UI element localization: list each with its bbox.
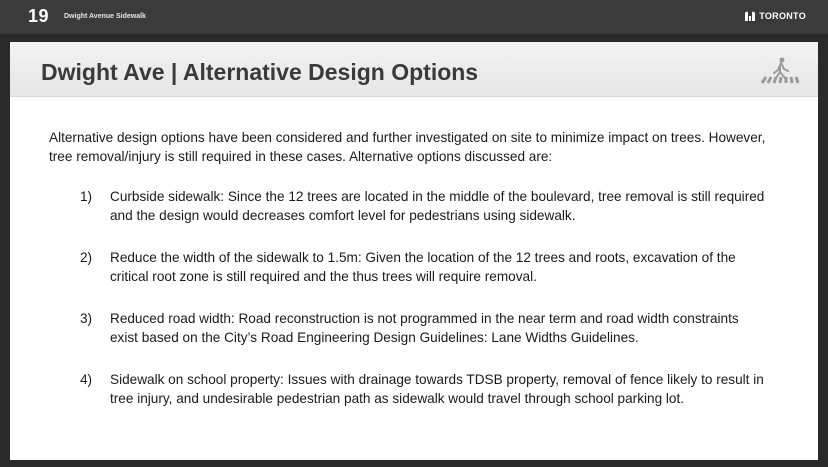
list-item (49, 370, 769, 408)
slide-number: 19 (28, 6, 50, 26)
intro-paragraph: Alternative design options have been considered and further investigated on site to minimize impact on trees. However, tree removal/injury is still required in these cases. Alternative options discussed are: (49, 130, 766, 164)
item-number: 2) (80, 250, 93, 265)
item-text: Reduced road width: Road reconstruction is not programmed in the near term and road width constraints exist based on the City’s Road Engineering Design Guidelines: Lane Widths Guidelines. (110, 311, 739, 345)
pedestrian-crossing-icon (760, 56, 802, 84)
page-title: Dwight Ave | Alternative Design Options (41, 59, 479, 85)
brand-name: TORONTO (759, 11, 806, 21)
bottom-bar (0, 460, 828, 467)
item-number: 3) (80, 311, 93, 326)
item-text: Reduce the width of the sidewalk to 1.5m: Given the location of the 12 trees and roots, excavation of the critical root zone is still required and the thus trees will require removal. (110, 250, 736, 284)
list-item (49, 248, 769, 286)
item-text: Sidewalk on school property: Issues with drainage towards TDSB property, removal of fence likely to result in tree injury, and undesirable pedestrian path as sidewalk would travel through school parking lot. (110, 372, 764, 406)
slide-header (10, 42, 818, 97)
list-item (49, 309, 769, 347)
options-list (49, 187, 769, 408)
item-number: 1) (80, 189, 93, 204)
top-bar (0, 0, 828, 34)
slide-content (49, 128, 769, 408)
city-hall-icon (744, 10, 756, 22)
brand-logo (744, 10, 806, 22)
list-item (49, 187, 769, 225)
item-text: Curbside sidewalk: Since the 12 trees are located in the middle of the boulevard, tree removal is still required and the design would decreases comfort level for pedestrians using sidewalk. (110, 189, 765, 223)
item-number: 4) (80, 372, 93, 387)
slide-subtitle: Dwight Avenue Sidewalk (64, 13, 146, 20)
slide (10, 42, 818, 460)
